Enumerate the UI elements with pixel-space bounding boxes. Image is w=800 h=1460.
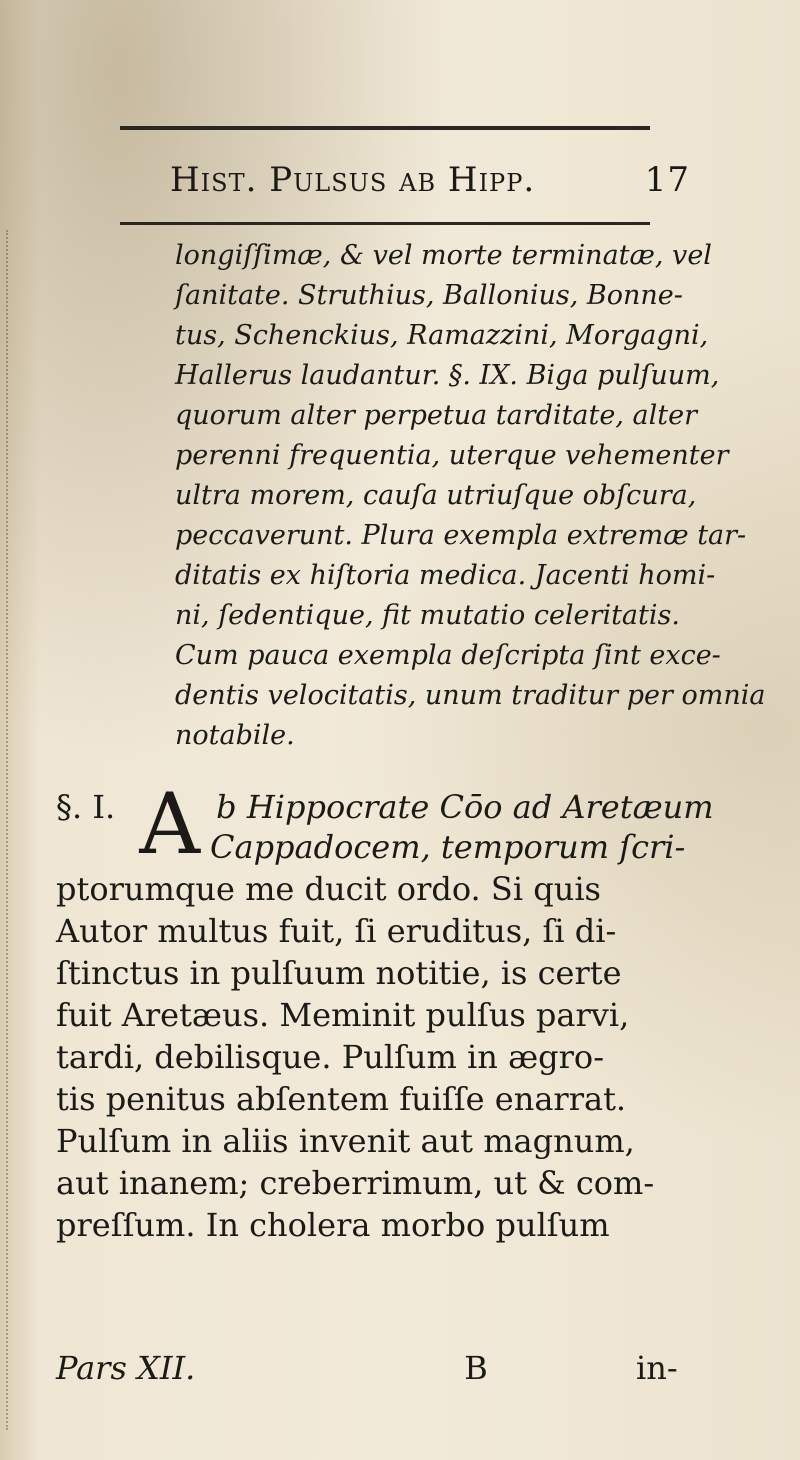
summary-line: ditatis ex hiſtoria medica. Jacenti homi- bbox=[175, 560, 716, 591]
footer-line bbox=[56, 1349, 756, 1387]
running-header bbox=[170, 160, 690, 210]
body-line: fuit Aretæus. Meminit pulſus parvi, bbox=[56, 996, 630, 1034]
body-line: ſtinctus in pulſuum notitie, is certe bbox=[56, 954, 622, 992]
body-line: tardi, debilisque. Pulſum in ægro- bbox=[56, 1038, 604, 1076]
summary-paragraph bbox=[175, 236, 775, 756]
summary-line: tus, Schenckius, Ramazzini, Morgagni, bbox=[175, 320, 709, 351]
signature-mark: B bbox=[464, 1349, 488, 1387]
summary-line: dentis velocitatis, unum traditur per omnia bbox=[175, 680, 766, 711]
summary-line: quorum alter perpetua tarditate, alter bbox=[175, 400, 697, 431]
section-mark: §. I. bbox=[56, 788, 116, 826]
catchword: in- bbox=[636, 1349, 678, 1387]
body-line: aut inanem; creberrimum, ut & com- bbox=[56, 1164, 655, 1202]
summary-line: Hallerus laudantur. §. IX. Biga pulſuum, bbox=[175, 360, 720, 391]
summary-line: longiſſimæ, & vel morte terminatæ, vel bbox=[175, 240, 712, 271]
gutter-shadow bbox=[6, 230, 18, 1430]
page-number: 17 bbox=[644, 160, 690, 200]
part-label: Pars XII. bbox=[56, 1349, 196, 1387]
body-line: Autor multus fuit, ſi eruditus, ſi di- bbox=[56, 912, 617, 950]
summary-line: perenni frequentia, uterque vehementer bbox=[175, 440, 729, 471]
second-opening-line: Cappadocem, temporum ſcri- bbox=[210, 828, 686, 866]
top-rule bbox=[120, 126, 650, 130]
body-line: preſſum. In cholera morbo pulſum bbox=[56, 1206, 610, 1244]
summary-line: ultra morem, cauſa utriuſque obſcura, bbox=[175, 480, 697, 511]
running-title: Hist. Pulsus ab Hipp. bbox=[170, 160, 536, 200]
section-opening-line bbox=[56, 775, 776, 873]
body-line: tis penitus abſentem fuiſſe enarrat. bbox=[56, 1080, 627, 1118]
summary-line: peccaverunt. Plura exempla extremæ tar- bbox=[175, 520, 747, 551]
opening-text: b Hippocrate Cōo ad Aretæum bbox=[216, 788, 714, 826]
body-line: ptorumque me ducit ordo. Si quis bbox=[56, 870, 601, 908]
summary-line: ſanitate. Struthius, Ballonius, Bonne- bbox=[175, 280, 683, 311]
summary-line: ni, ſedentique, fit mutatio celeritatis. bbox=[175, 600, 680, 631]
section-body bbox=[56, 775, 776, 1246]
summary-line: notabile. bbox=[175, 720, 295, 751]
summary-line: Cum pauca exempla deſcripta ſint exce- bbox=[175, 640, 721, 671]
body-line: Pulſum in aliis invenit aut magnum, bbox=[56, 1122, 635, 1160]
header-rule bbox=[120, 222, 650, 225]
drop-capital: A bbox=[139, 775, 200, 873]
